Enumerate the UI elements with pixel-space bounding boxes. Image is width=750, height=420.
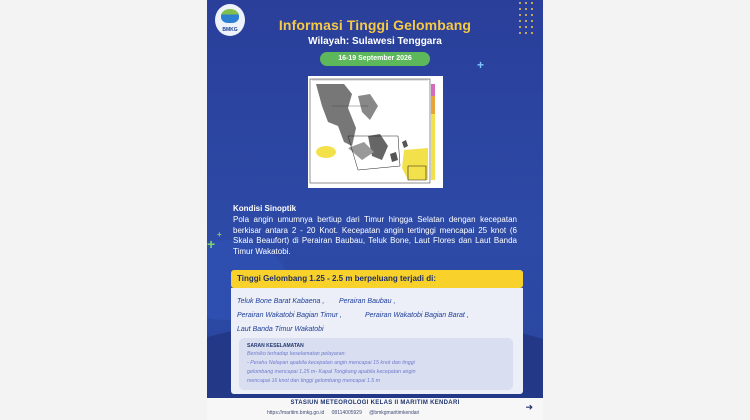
synoptic-heading: Kondisi Sinoptik (233, 204, 297, 213)
social-handle[interactable]: @bmkgmaritimkendari (369, 410, 420, 416)
footer (207, 398, 543, 420)
plus-icon: + (207, 236, 216, 252)
wave-height-banner: Tinggi Gelombang 1.25 - 2.5 m berpeluang terjadi di: (231, 270, 523, 288)
wave-areas-card (231, 288, 523, 394)
wave-height-map (308, 76, 443, 188)
area-item: Perairan Baubau , (339, 298, 396, 305)
safety-heading: SARAN KESELAMATAN (247, 343, 304, 349)
phone-number[interactable]: 08114005929 (331, 410, 362, 416)
website-link[interactable]: https://maritim.bmkg.go.id (267, 410, 325, 416)
safety-line: mencapai 16 knot dan tinggi gelombang mencapai 1.5 m (247, 378, 381, 384)
logo-label: BMKG (222, 27, 238, 33)
safety-line: gelombang mencapai 1.25 m- Kapal Tongkang apabila kecepatan angin (247, 369, 416, 375)
plus-icon: + (477, 58, 485, 72)
safety-line: Berisiko terhadap keselamatan pelayaran: (247, 351, 346, 357)
station-name: STASIUN METEOROLOGI KELAS II MARITIM KENDARI (290, 400, 460, 406)
page-title: Informasi Tinggi Gelombang (278, 17, 472, 33)
plus-icon: + (217, 230, 222, 239)
synoptic-text: Pola angin umumnya bertiup dari Timur hingga Selatan dengan kecepatan berkisar antara 2 - 20 Knot. Kecepatan angin tertinggi mencapai 25 knot (6 Skala Beaufort) di Perairan Baubau, Teluk Bone, Laut Flores dan Laut Banda Timur Wakatobi. (233, 215, 517, 256)
date-badge: 16-19 September 2026 (320, 52, 430, 66)
info-poster (207, 0, 543, 420)
region-subtitle: Wilayah: Sulawesi Tenggara (308, 36, 442, 47)
area-item: Teluk Bone Barat Kabaena , (237, 298, 325, 305)
map-image (308, 76, 443, 188)
contact-row (267, 410, 425, 416)
area-item: Perairan Wakatobi Bagian Barat , (365, 312, 469, 319)
arrow-right-icon[interactable]: ➜ (525, 402, 533, 412)
safety-line: - Perahu Nelayan apabila kecepatan angin mencapai 15 knot dan tinggi (247, 360, 415, 366)
safety-box (239, 338, 513, 390)
area-item: Perairan Wakatobi Bagian Timur , (237, 312, 342, 319)
area-item: Laut Banda Timur Wakatobi (237, 326, 324, 333)
